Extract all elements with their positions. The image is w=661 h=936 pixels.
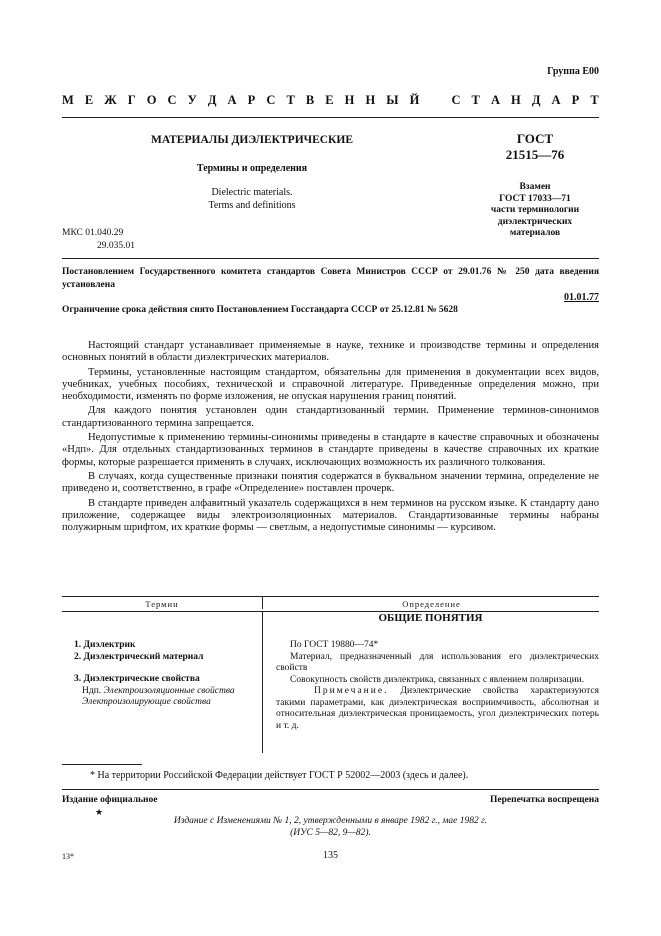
- note-label: Примечание.: [314, 686, 389, 696]
- masthead: [62, 93, 599, 108]
- masthead-letter: У: [187, 93, 197, 107]
- term-1: 1. Диэлектрик: [74, 640, 136, 650]
- column-header-definition: Определение: [262, 597, 600, 609]
- section-heading: ОБЩИЕ ПОНЯТИЯ: [378, 612, 483, 624]
- masthead-letter: Н: [365, 93, 376, 107]
- star-icon: ★: [95, 807, 104, 817]
- intro-paragraph: В случаях, когда существенные признаки понятия содержатся в буквальном значении термина, определение не приведено и, соответственно, в графе «Определение» поставлен прочерк.: [62, 470, 599, 495]
- intro-paragraph: Недопустимые к применению термины-синонимы приведены в стандарте в качестве справочных и обозначены «Ндп». Для отдельных стандартизованных терминов в стандарте приведены в качестве справочных их краткие формы, которые разрешается применять в случаях, исключающих возможность их различного толкования.: [62, 432, 599, 468]
- edition-line-2: (ИУС 5—82, 9—82).: [290, 828, 371, 838]
- note-text: Диэлектрические свойства характеризуются такими параметрами, как диэлектрическая восприимчивость, абсолютная и относительная диэлектрическая проницаемость, угол диэлектрических потерь и т. д.: [276, 686, 600, 731]
- term-3: 3. Диэлектрические свойства: [74, 674, 200, 684]
- masthead-letter: Е: [325, 93, 334, 107]
- mks-code-2: 29.035.01: [97, 241, 135, 251]
- gost-number: [470, 131, 600, 163]
- document-subtitle: Термины и определения: [196, 163, 308, 174]
- ndp-synonym-2: Электроизолирующие свойства: [82, 697, 211, 707]
- footer-rule: [62, 789, 599, 790]
- term-2: 2. Диэлектрический материал: [74, 651, 204, 662]
- masthead-letter: Й: [409, 93, 420, 107]
- limitation-text: Ограничение срока действия снято Постановлением Госстандарта СССР от 25.12.81 № 5628: [62, 305, 458, 315]
- masthead-letter: Е: [84, 93, 94, 107]
- masthead-letter: Т: [471, 93, 480, 107]
- page-number: 135: [323, 850, 338, 861]
- english-title-line-1: Dielectric materials.: [211, 187, 293, 198]
- masthead-letter: С: [266, 93, 276, 107]
- definition-2: Материал, предназначенный для использования его диэлектрических свойств: [276, 651, 599, 673]
- masthead-letter: Р: [247, 93, 256, 107]
- masthead-letter: Р: [571, 93, 580, 107]
- definitions-column: [276, 640, 599, 732]
- masthead-letter: Т: [590, 93, 599, 107]
- definition-1: По ГОСТ 19880—74*: [290, 640, 379, 650]
- masthead-letter: Г: [127, 93, 136, 107]
- introduction: [62, 340, 599, 536]
- definition-note: [276, 686, 599, 732]
- masthead-letter: О: [146, 93, 157, 107]
- effective-date: 01.01.77: [564, 292, 599, 303]
- mks-code-1: МКС 01.040.29: [62, 228, 124, 238]
- masthead-letter: Ы: [386, 93, 399, 107]
- masthead-letter: Д: [207, 93, 217, 107]
- replaces-line: материалов: [509, 228, 561, 238]
- masthead-letter: В: [305, 93, 315, 107]
- replaces-line: диэлектрических: [497, 216, 573, 227]
- gost-label: ГОСТ: [516, 131, 554, 146]
- replaces-line: части терминологии: [490, 205, 580, 215]
- english-title-line-2: Terms and definitions: [208, 200, 296, 211]
- intro-paragraph: Для каждого понятия установлен один стандартизованный термин. Применение терминов-синонимов стандартизованного термина запрещается.: [62, 405, 599, 429]
- column-header-term: Термин: [145, 599, 179, 609]
- masthead-letter: М: [62, 93, 74, 107]
- edition-line-1: Издание с Изменениями № 1, 2, утвержденными в январе 1982 г., мае 1982 г.: [173, 816, 488, 826]
- definition-3: Совокупность свойств диэлектрика, связанных с явлением поляризации.: [290, 674, 585, 685]
- masthead-letter: С: [167, 93, 177, 107]
- replaces-line: ГОСТ 17033—71: [499, 193, 571, 204]
- decree-text: Постановлением Государственного комитета стандартов Совета Министров СССР от 29.01.76 № 250 дата введения установлена: [62, 267, 599, 290]
- table-header: [62, 596, 599, 612]
- official-edition: Издание официальное: [62, 795, 158, 805]
- masthead-letter: Н: [511, 93, 521, 107]
- edition-note: [62, 815, 599, 839]
- masthead-letter: А: [227, 93, 237, 107]
- document-title: МАТЕРИАЛЫ ДИЭЛЕКТРИЧЕСКИЕ: [150, 134, 354, 146]
- masthead-letter: Т: [286, 93, 295, 107]
- terms-column: [74, 640, 262, 709]
- no-reprint-notice: Перепечатка воспрещена: [489, 795, 599, 805]
- intro-paragraph: Настоящий стандарт устанавливает применяемые в науке, технике и производстве термины и определения основных понятий в области диэлектрических материалов.: [62, 340, 599, 364]
- gost-code: 21515—76: [505, 147, 565, 162]
- footnote-rule: [62, 764, 142, 765]
- replaces-line: Взамен: [519, 182, 551, 192]
- signature-mark: 13*: [62, 852, 74, 861]
- masthead-rule: [62, 117, 599, 118]
- masthead-letter: А: [551, 93, 561, 107]
- ndp-prefix: Ндп.: [82, 685, 102, 696]
- footnote: * На территории Российской Федерации действует ГОСТ Р 52002—2003 (здесь и далее).: [90, 770, 469, 781]
- table-divider: [262, 611, 263, 753]
- masthead-letter: А: [490, 93, 500, 107]
- ndp-synonym-1: Электроизоляционные свойства: [103, 685, 235, 696]
- masthead-letter: Ж: [104, 93, 117, 107]
- masthead-letter: С: [451, 93, 461, 107]
- masthead-gap: [430, 93, 440, 108]
- group-code: Группа Е00: [547, 66, 599, 77]
- masthead-letter: Н: [344, 93, 355, 107]
- replaces-block: [470, 182, 600, 240]
- ndp-line: [74, 686, 262, 698]
- masthead-letter: Д: [531, 93, 541, 107]
- intro-paragraph: Термины, установленные настоящим стандартом, обязательны для применения в документации всех видов, учебниках, учебных пособиях, технической и справочной литературе. Приведенные определения можно, при необходимости, изменять по форме изложения, не опуская нарушения границ понятий.: [62, 366, 599, 403]
- header-rule: [62, 258, 599, 259]
- english-title: [62, 186, 442, 212]
- intro-paragraph: В стандарте приведен алфавитный указатель содержащихся в нем терминов на русском языке. К стандарту дано приложение, содержащее виды электроизоляционных материалов. Стандартизованные термины набраны полужирным шрифтом, их краткие формы — светлым, а недопустимые синонимы — курсивом.: [62, 497, 599, 534]
